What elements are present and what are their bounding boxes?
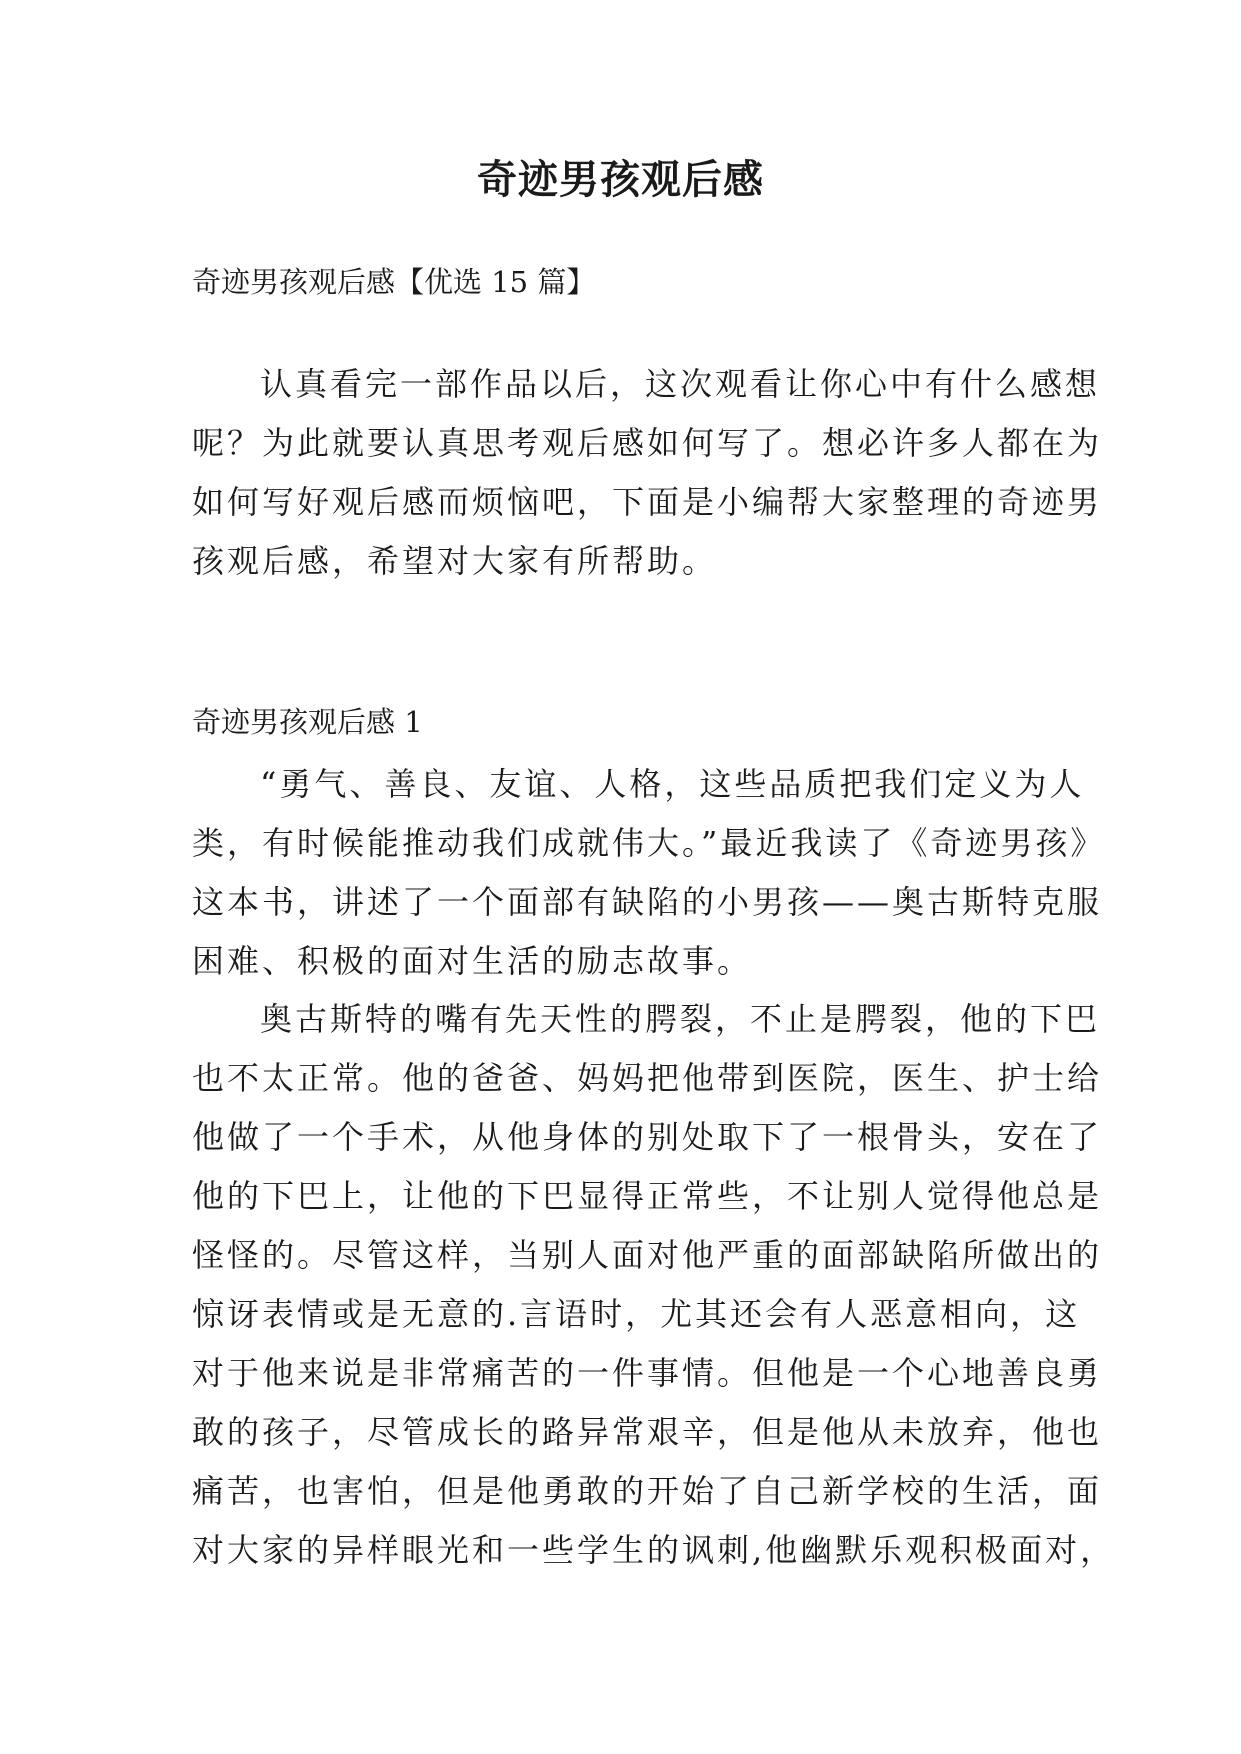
paragraph-line: 这本书，讲述了一个面部有缺陷的小男孩——奥古斯特克服 xyxy=(192,883,1103,921)
body-paragraph-1 xyxy=(192,755,1106,991)
paragraph-line: “勇气、善良、友谊、人格，这些品质把我们定义为人 xyxy=(260,765,1085,803)
document-title: 奇迹男孩观后感 xyxy=(477,156,764,203)
paragraph-line: 痛苦，也害怕，但是他勇敢的开始了自己新学校的生活，面 xyxy=(192,1472,1103,1510)
paragraph-line: 惊讶表情或是无意的.言语时，尤其还会有人恶意相向，这 xyxy=(192,1295,1081,1333)
paragraph-line: 类，有时候能推动我们成就伟大。”最近我读了《奇迹男孩》 xyxy=(192,824,1106,862)
intro-paragraph xyxy=(192,355,1103,591)
section-heading: 奇迹男孩观后感 1 xyxy=(192,705,423,739)
paragraph-line: 对大家的异样眼光和一些学生的讽刺,他幽默乐观积极面对， xyxy=(192,1531,1116,1569)
document-subtitle: 奇迹男孩观后感【优选 15 篇】 xyxy=(192,265,596,299)
paragraph-line: 困难、积极的面对生活的励志故事。 xyxy=(192,942,753,980)
paragraph-line: 怪怪的。尽管这样，当别人面对他严重的面部缺陷所做出的 xyxy=(192,1236,1103,1274)
paragraph-line: 也不太正常。他的爸爸、妈妈把他带到医院，医生、护士给 xyxy=(192,1059,1103,1097)
paragraph-line: 如何写好观后感而烦恼吧，下面是小编帮大家整理的奇迹男 xyxy=(192,483,1103,521)
paragraph-line: 敢的孩子，尽管成长的路异常艰辛，但是他从未放弃，他也 xyxy=(192,1413,1103,1451)
paragraph-line: 呢？为此就要认真思考观后感如何写了。想必许多人都在为 xyxy=(192,424,1103,462)
paragraph-line: 他做了一个手术，从他身体的别处取下了一根骨头，安在了 xyxy=(192,1118,1103,1156)
paragraph-line: 奥古斯特的嘴有先天性的腭裂，不止是腭裂，他的下巴 xyxy=(260,1000,1101,1038)
body-paragraph-2 xyxy=(192,990,1116,1580)
paragraph-line: 对于他来说是非常痛苦的一件事情。但他是一个心地善良勇 xyxy=(192,1354,1103,1392)
paragraph-line: 认真看完一部作品以后，这次观看让你心中有什么感想 xyxy=(260,365,1101,403)
paragraph-line: 孩观后感，希望对大家有所帮助。 xyxy=(192,542,718,580)
paragraph-line: 他的下巴上，让他的下巴显得正常些，不让别人觉得他总是 xyxy=(192,1177,1103,1215)
